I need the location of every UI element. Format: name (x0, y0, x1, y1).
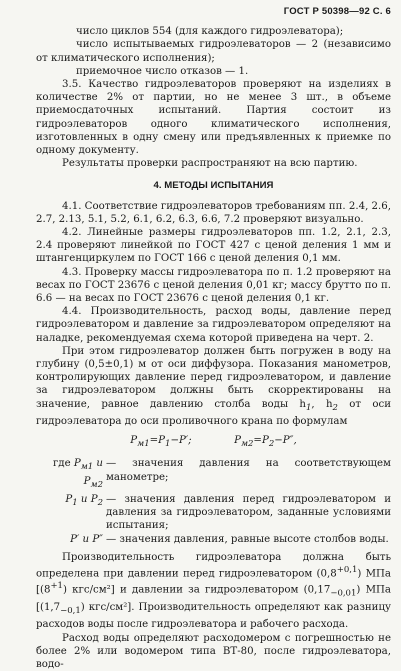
legend-definition: — значения давления, равные высоте столбов воды. (106, 533, 391, 546)
legend-term: P′ и P″ (36, 533, 106, 546)
legend-item (36, 533, 391, 546)
paragraph-4-1: 4.1. Соответствие гидроэлеваторов требованиям пп. 2.4, 2.6, 2.7, 2.13, 5.1, 5.2, 6.1, 6.2, 6.3, 6.6, 7.2 проверяют визуально. (36, 200, 391, 226)
paragraph-4-4: 4.4. Производительность, расход воды, давление перед гидроэлеватором и давление за гидроэлеватором определяют на наладке, рекомендуемая схема которой приведена на черт. 2. (36, 305, 391, 345)
legend-definition: — значения давления на соответствующем манометре; (106, 457, 391, 491)
text-line: приемочное число отказов — 1. (36, 65, 391, 78)
formula: $P_{м1}=P_1-P'$; $P_{м2}=P_2-P''$, (36, 434, 391, 451)
text-line: число циклов 554 (для каждого гидроэлеватора); (36, 25, 391, 38)
paragraph-4-3: 4.3. Проверку массы гидроэлеватора по п. 1.2 проверяют на весах по ГОСТ 23676 с ценой деления 0,01 кг; массу брутто по п. 6.6 — на весах по ГОСТ 23676 с ценой деления 0,1 кг. (36, 266, 391, 306)
paragraph-flow-rate: Расход воды определяют расходомером с погрешностью не более 2% или водомером типа ВТ-80, после гидроэлеватора, водо- (36, 632, 391, 671)
section-title: 4. МЕТОДЫ ИСПЫТАНИЯ (36, 179, 391, 192)
text-line: число испытываемых гидроэлеваторов — 2 (независимо от климатического исполнения); (36, 38, 391, 64)
legend-item (36, 493, 391, 533)
paragraph-3-5: 3.5. Качество гидроэлеваторов проверяют на изделиях в количестве 2% от партии, но не менее 3 шт., в объеме приемосдаточных испытаний. Партия состоит из гидроэлеваторов одного климатического исполнения, изготовленных в одну смену или предъявленных к приемке по одному документу. (36, 78, 391, 157)
paragraph-4-2: 4.2. Линейные размеры гидроэлеваторов пп. 1.2, 2.1, 2.3, 2.4 проверяют линейкой по ГОСТ 427 с ценой деления 1 мм и штангенциркулем по ГОСТ 166 с ценой деления 0,1 мм. (36, 226, 391, 266)
legend-item (36, 457, 391, 491)
legend-definition: — значения давления перед гидроэлеватором и давления за гидроэлеватором, заданные условиями испытания; (106, 493, 391, 533)
page-header: ГОСТ Р 50398—92 С. 6 (36, 5, 391, 18)
text-line: Результаты проверки распространяют на всю партию. (36, 157, 391, 170)
legend-term: где $P_{м1}$ и $P_{м2}$ (36, 457, 106, 491)
paragraph-4-4-continued: При этом гидроэлеватор должен быть погружен в воду на глубину (0,5±0,1) м от оси диффузора. Показания манометров, контролирующих давление перед гидроэлеватором, и давление за гидроэлеватором должны быть скорректированы на значение, равное давлению столба воды $h_1$, $h_2$ от оси гидроэлеватора до оси проливочного крана по формулам (36, 345, 391, 428)
paragraph-productivity: Производительность гидроэлеватора должна быть определена при давлении перед гидроэлеватором $(0,8^{+0,1})$ МПа [$(8^{+1})$ кгс/см²] и давлении за гидроэлеватором $(0,17_{-0,01})$ МПа [$(1,7_{-0,1})$ кгс/см²]. Производительность определяют как разницу расходов воды после гидроэлеватора и рабочего расхода. (36, 551, 391, 632)
legend-term: $P_1$ и $P_2$ (36, 493, 106, 533)
